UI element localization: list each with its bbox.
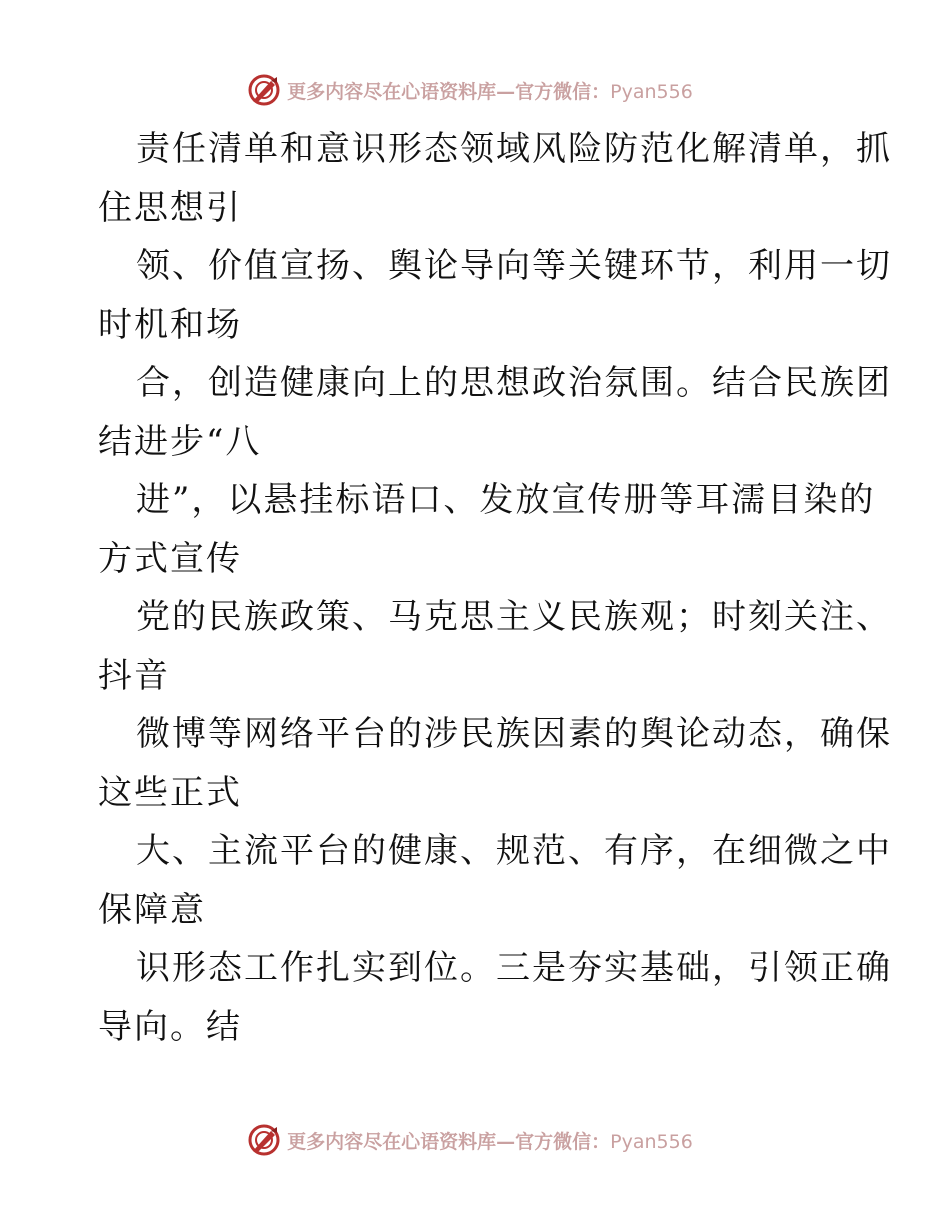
text-line: 导向。结 [98,1006,242,1047]
header-wechat-id: Pyan556 [610,80,693,103]
text-line: 识形态工作扎实到位。三是夯实基础，引领正确 [136,948,892,988]
text-line: 大、主流平台的健康、规范、有序，在细微之中 [136,831,892,871]
header-brand-label: 更多内容尽在心语资料库—官方微信： [287,80,611,103]
text-line: 这些正式 [98,772,242,813]
footer-brand-text [287,1127,693,1154]
text-line: 微博等网络平台的涉民族因素的舆论动态，确保 [136,714,892,754]
text-line: 责任清单和意识形态领域风险防范化解清单，抓 [136,129,892,169]
text-line: 方式宣传 [98,538,242,579]
text-line: 时机和场 [98,304,242,345]
text-line: 保障意 [98,889,206,930]
page-header [0,70,950,110]
footer-brand-label: 更多内容尽在心语资料库—官方微信： [287,1130,611,1153]
text-line: 抖音 [98,655,170,696]
text-line: 进”，以悬挂标语口、发放宣传册等耳濡目染的 [136,480,876,520]
text-line: 领、价值宣扬、舆论导向等关键环节，利用一切 [136,246,892,286]
text-line: 住思想引 [98,187,242,228]
footer-wechat-id: Pyan556 [610,1130,693,1153]
text-line: 合，创造健康向上的思想政治氛围。结合民族团 [136,363,892,403]
text-line: 党的民族政策、马克思主义民族观；时刻关注、 [136,597,892,637]
header-brand-text [287,77,693,104]
footer-brand [247,1123,693,1157]
pen-logo-icon [247,73,281,107]
page-footer [0,1120,950,1160]
header-brand [247,73,693,107]
text-line: 结进步“八 [98,421,262,462]
document-body [98,120,892,1056]
pen-logo-icon [247,1123,281,1157]
